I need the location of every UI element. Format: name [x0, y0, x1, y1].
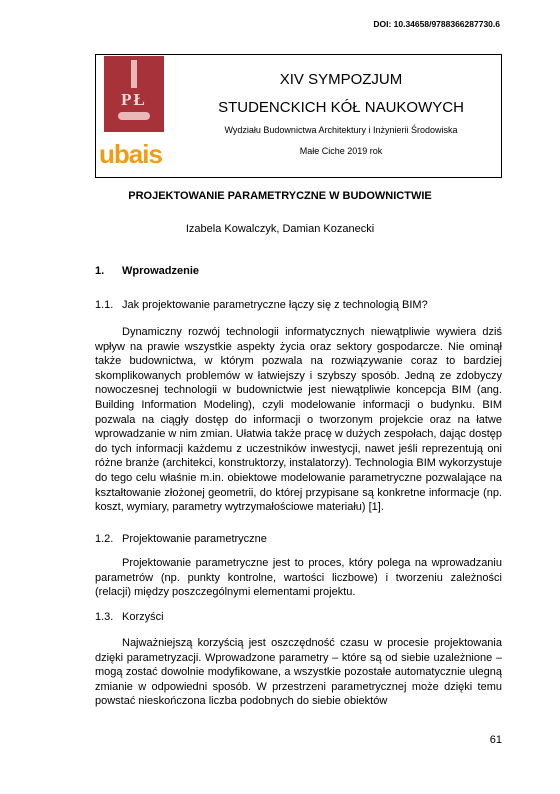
ubais-logo-text: ubais	[99, 139, 162, 169]
header-line-4: Małe Ciche 2019 rok	[299, 146, 383, 156]
subsection-number: 1.1.	[95, 299, 114, 311]
logo-base	[118, 112, 150, 120]
page-number: 61	[489, 734, 502, 746]
authors: Izabela Kowalczyk, Damian Kozanecki	[185, 223, 375, 235]
subsection-number: 1.3.	[95, 611, 114, 623]
header-line-1: XIV SYMPOZJUM	[279, 71, 403, 88]
subsection-heading: Projektowanie parametryczne	[122, 533, 267, 545]
subsection-number: 1.2.	[95, 533, 114, 545]
header-line-3: Wydziału Budownictwa Architektury i Inżynierii Środowiska	[224, 125, 458, 135]
logo-letters: PŁ	[121, 90, 147, 109]
subsection-heading: Jak projektowanie parametryczne łączy się z technologią BIM?	[122, 299, 428, 311]
doi-text: DOI: 10.34658/9788366287730.6	[373, 19, 500, 29]
paper-title: PROJEKTOWANIE PARAMETRYCZNE W BUDOWNICTWIE	[128, 190, 432, 202]
section-number: 1.	[95, 265, 105, 277]
body-paragraph: Najważniejszą korzyścią jest oszczędność czasu w procesie projektowania dzięki parametryzacji. Wprowadzone parametry – które są od siebie uzależnione – mogą zostać dowolnie modyfikowane, a wszystkie pozostałe automatycznie ulegną zmianie w odpowiedni sposób. W przestrzeni parametrycznej może dzięki temu powstać nieskończona liczba podobnych do siebie obiektów	[95, 637, 502, 708]
torch-icon	[131, 60, 137, 88]
body-paragraph: Projektowanie parametryczne jest to proces, który polega na wprowadzaniu parametrów (np. punkty kontrolne, wartości liczbowe) i tworzeniu zależności (relacji) między poszczególnymi elementami projektu.	[95, 557, 502, 599]
header-line-2: STUDENCKICH KÓŁ NAUKOWYCH	[218, 99, 464, 116]
ubais-logo	[99, 139, 189, 171]
section-heading: Wprowadzenie	[122, 265, 200, 277]
politechnika-logo	[104, 56, 164, 132]
subsection-heading: Korzyści	[122, 611, 164, 623]
body-paragraph: Dynamiczny rozwój technologii informatycznych niewątpliwie wywiera dziś wpływ na prawie wszystkie aspekty życia oraz sektory gospodarcze. Nie ominął także budownictwa, w którym pozwala na rozwiązywanie coraz to bardziej skomplikowanych problemów w łatwiejszy i szybszy sposób. Jedną ze zdobyczy nowoczesnej technologii w budownictwie jest niewątpliwie koncepcja BIM (ang. Building Information Modeling), czyli modelowanie informacji o budynku. BIM pozwala na ciągły dostęp do informacji o tworzonym projekcie oraz na łatwe wprowadzanie w nim zmian. Ułatwia także pracę w dużych zespołach, dając dostęp do tych informacji każdemu z uczestników inwestycji, nawet jeśli reprezentują oni różne branże (architekci, konstruktorzy, instalatorzy). Technologia BIM wykorzystuje do tego celu właśnie m.in. obiektowe modelowanie parametryczne pozwalające na kształtowanie złożonej geometrii, do której przypisane są konkretne informacje (np. koszt, wymiary, parametry wytrzymałościowe materiału) [1].	[95, 326, 502, 514]
